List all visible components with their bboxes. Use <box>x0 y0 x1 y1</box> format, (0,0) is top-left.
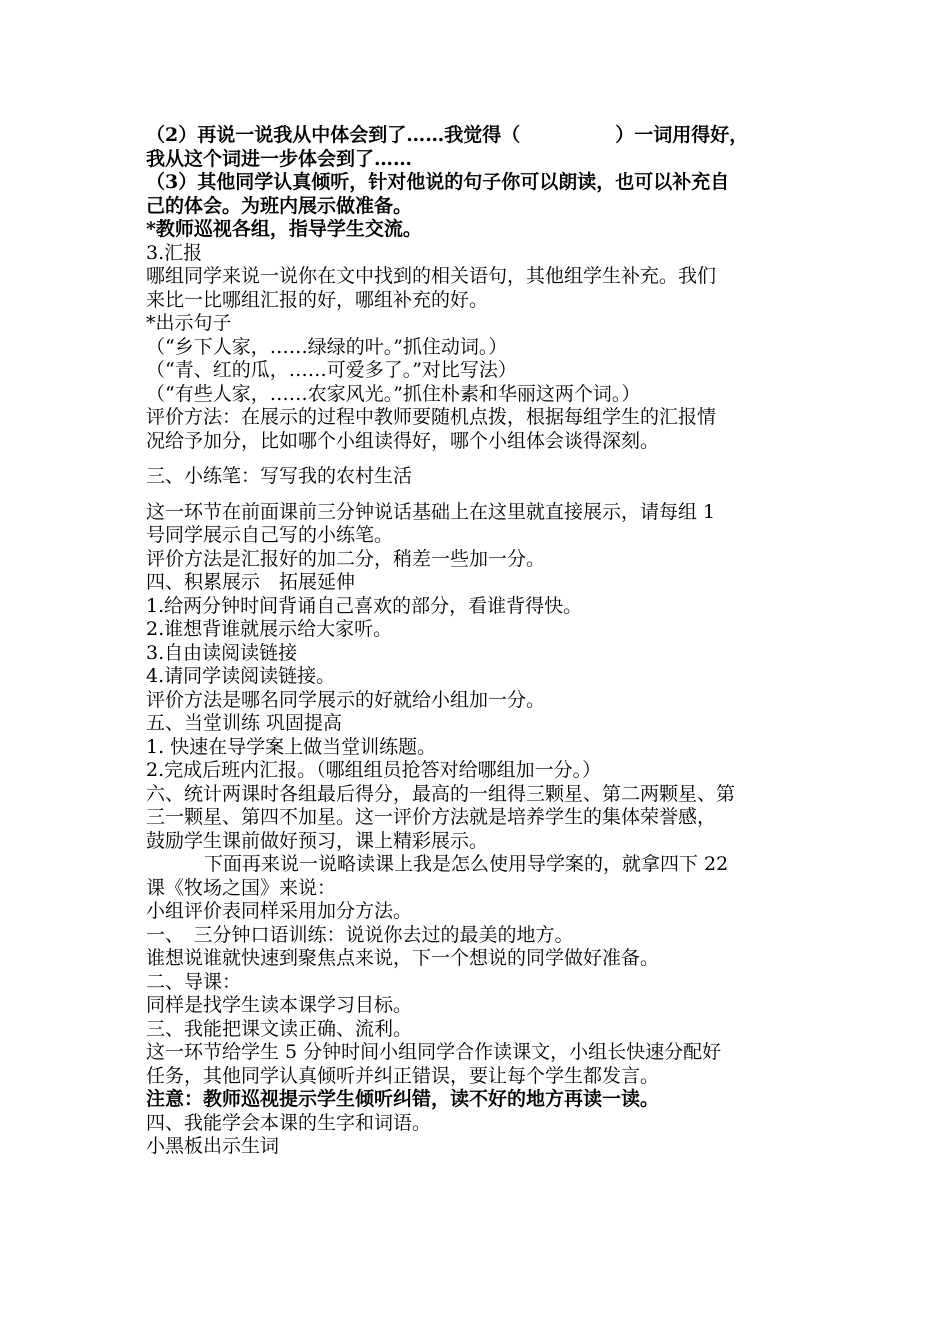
text-line: 谁想说谁就快速到聚焦点来说，下一个想说的同学做好准备。 <box>146 947 660 969</box>
text-line: 1.给两分钟时间背诵自己喜欢的部分，看谁背得快。 <box>146 594 583 617</box>
text-line: 1. 快速在导学案上做当堂训练题。 <box>146 735 437 758</box>
text-line: 三、小练笔：写写我的农村生活 <box>146 465 413 487</box>
document-body <box>146 124 812 1159</box>
text-line: 四、积累展示 拓展延伸 <box>146 571 356 593</box>
text-line: 这一环节给学生 5 分钟时间小组同学合作读课文，小组长快速分配好 <box>146 1041 722 1063</box>
text-line: （“乡下人家，……绿绿的叶。”抓住动词。） <box>146 335 508 358</box>
text-line: 号同学展示自己写的小练笔。 <box>146 524 394 546</box>
text-line: *教师巡视各组，指导学生交流。 <box>146 218 422 240</box>
text-line: （“有些人家，……农家风光。”抓住朴素和华丽这两个词。） <box>146 382 641 405</box>
text-line: 哪组同学来说一说你在文中找到的相关语句，其他组学生补充。我们 <box>146 265 717 287</box>
text-line: 下面再来说一说略读课上我是怎么使用导学案的，就拿四下 22 <box>204 853 729 875</box>
text-line: 3.自由读阅读链接 <box>146 641 298 664</box>
text-line: 我从这个词进一步体会到了…… <box>146 147 413 170</box>
text-line: 评价方法：在展示的过程中教师要随机点拨，根据每组学生的汇报情 <box>146 406 717 428</box>
text-line: 小黑板出示生词 <box>146 1135 280 1157</box>
text-line: 一、 三分钟口语训练：说说你去过的最美的地方。 <box>146 923 574 946</box>
text-line: 小组评价表同样采用加分方法。 <box>146 900 413 922</box>
text-line: 来比一比哪组汇报的好，哪组补充的好。 <box>146 288 489 311</box>
text-line: （“青、红的瓜，……可爱多了。”对比写法） <box>146 359 517 381</box>
text-line: （3）其他同学认真倾听，针对他说的句子你可以朗读，也可以补充自 <box>146 171 730 193</box>
text-line: 评价方法是哪名同学展示的好就给小组加一分。 <box>146 688 546 711</box>
text-line: 2.谁想背谁就展示给大家听。 <box>146 618 393 640</box>
text-line: 4.请同学读阅读链接。 <box>146 665 336 687</box>
text-line: 3.汇报 <box>146 241 203 264</box>
text-line: 任务，其他同学认真倾听并纠正错误，要让每个学生都发言。 <box>146 1064 660 1087</box>
text-line: 这一环节在前面课前三分钟说话基础上在这里就直接展示，请每组 1 <box>146 500 716 523</box>
text-line: 五、当堂训练 巩固提高 <box>146 712 343 734</box>
text-line: 鼓励学生课前做好预习，课上精彩展示。 <box>146 829 489 852</box>
text-line: 况给予加分，比如哪个小组读得好，哪个小组体会谈得深刻。 <box>146 429 660 452</box>
text-line: 三一颗星、第四不加星。这一评价方法就是培养学生的集体荣誉感， <box>146 806 717 828</box>
text-line: 同样是找学生读本课学习目标。 <box>146 994 413 1016</box>
text-line: 四、我能学会本课的生字和词语。 <box>146 1111 432 1134</box>
text-line: 己的体会。为班内展示做准备。 <box>146 194 413 217</box>
text-line: 三、我能把课文读正确、流利。 <box>146 1017 413 1040</box>
text-line: 2.完成后班内汇报。（哪组组员抢答对给哪组加一分。） <box>146 759 602 781</box>
text-line: 课《牧场之国》来说： <box>146 876 337 899</box>
text-line: （2）再说一说我从中体会到了……我觉得（ ）一词用得好， <box>146 124 749 146</box>
text-line: 评价方法是汇报好的加二分，稍差一些加一分。 <box>146 547 546 570</box>
text-line: 注意：教师巡视提示学生倾听纠错，读不好的地方再读一读。 <box>146 1088 660 1110</box>
text-line: 六、统计两课时各组最后得分，最高的一组得三颗星、第二两颗星、第 <box>146 782 736 805</box>
text-line: *出示句子 <box>146 312 232 334</box>
text-line: 二、导课： <box>146 970 242 993</box>
